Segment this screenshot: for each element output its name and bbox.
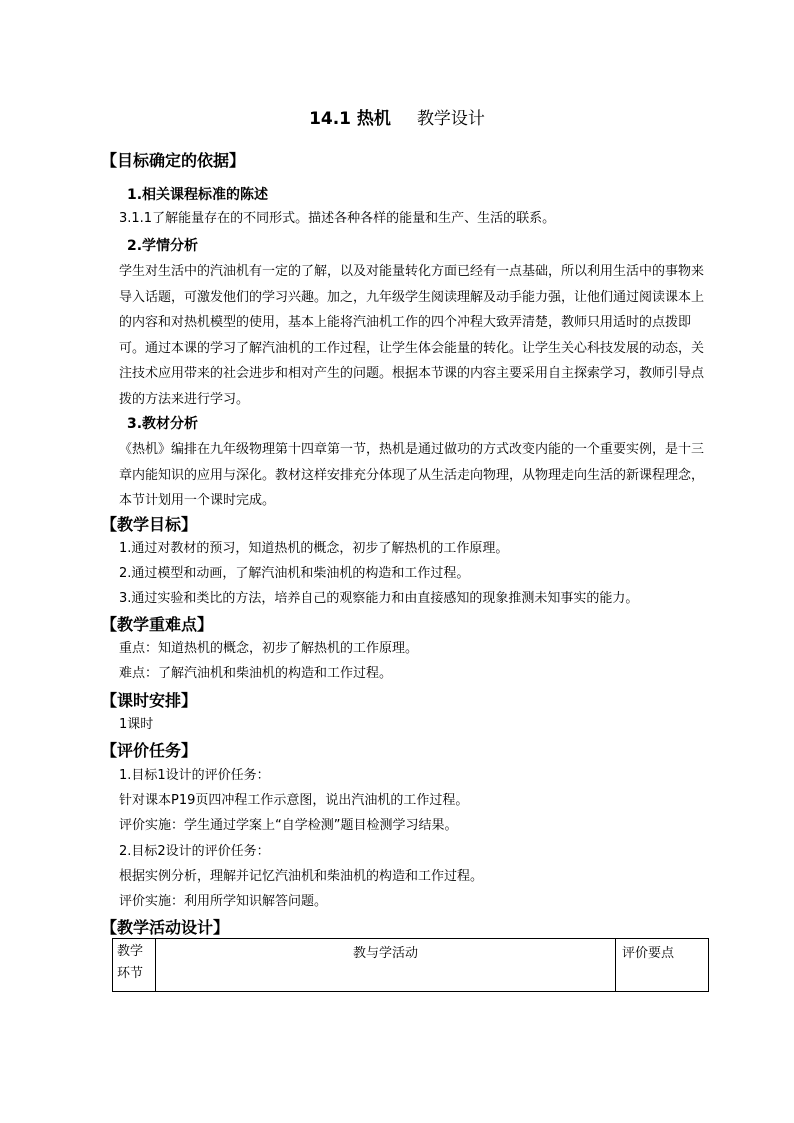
textbook-text: 《热机》编排在九年级物理第十四章第一节，热机是通过做功的方式改变内能的一个重要实例，是十三章内能知识的应用与深化。教材这样安排充分体现了从生活走向物理，从物理走向生活的新课程理念，本节计划用一个课时完成。: [119, 442, 705, 508]
evaluation-line: 2.目标2设计的评价任务：: [119, 844, 270, 859]
difficult-point: 难点：了解汽油机和柴油机的构造和工作过程。: [119, 666, 393, 681]
basis-heading: 【目标确定的依据】: [101, 151, 246, 170]
students-subheading: 2.学情分析: [127, 238, 199, 254]
schedule-text: 1课时: [119, 717, 154, 732]
evaluation-heading: 【评价任务】: [101, 741, 198, 760]
activity-table: [112, 938, 709, 992]
evaluation-line: 针对课本P19页四冲程工作示意图，说出汽油机的工作过程。: [119, 793, 469, 808]
students-text: 学生对生活中的汽油机有一定的了解，以及对能量转化方面已经有一点基础，所以利用生活中的事物来导入话题，可激发他们的学习兴趣。加之，九年级学生阅读理解及动手能力强，让他们通过阅读课本上的内容和对热机模型的使用，基本上能将汽油机工作的四个冲程大致弄清楚，教师只用适时的点拨即可。通过本课的学习了解汽油机的工作过程，让学生体会能量的转化。让学生关心科技发展的动态，关注技术应用带来的社会进步和相对产生的问题。根据本节课的内容主要采用自主探索学习，教师引导点拨的方法来进行学习。: [119, 264, 705, 407]
table-header-stage: 教学环节: [113, 939, 156, 992]
standard-subheading: 1.相关课程标准的陈述: [127, 187, 269, 203]
textbook-paragraph: [119, 437, 709, 514]
textbook-subheading: 3.教材分析: [127, 416, 199, 432]
table-header-evaluation: 评价要点: [616, 939, 709, 992]
standard-text: 3.1.1了解能量存在的不同形式。描述各种各样的能量和生产、生活的联系。: [119, 211, 556, 226]
table-row: [113, 939, 709, 992]
evaluation-line: 评价实施：利用所学知识解答问题。: [119, 894, 328, 909]
title-main: 14.1 热机: [309, 109, 391, 129]
goal-item: 3.通过实验和类比的方法，培养自己的观察能力和由直接感知的现象推测未知事实的能力。: [119, 591, 639, 606]
activity-heading: 【教学活动设计】: [101, 918, 230, 937]
table-header-activity: 教与学活动: [156, 939, 616, 992]
evaluation-line: 评价实施：学生通过学案上“自学检测”题目检测学习结果。: [119, 818, 458, 833]
title-sub: 教学设计: [416, 109, 485, 129]
keypoints-heading: 【教学重难点】: [101, 615, 214, 634]
document-title: [0, 104, 794, 129]
key-point: 重点：知道热机的概念，初步了解热机的工作原理。: [119, 641, 419, 656]
evaluation-line: 根据实例分析，理解并记忆汽油机和柴油机的构造和工作过程。: [119, 869, 484, 884]
evaluation-line: 1.目标1设计的评价任务：: [119, 768, 270, 783]
goal-item: 2.通过模型和动画，了解汽油机和柴油机的构造和工作过程。: [119, 566, 470, 581]
goals-heading: 【教学目标】: [101, 515, 198, 534]
schedule-heading: 【课时安排】: [101, 691, 198, 710]
students-paragraph: [119, 259, 709, 412]
goal-item: 1.通过对教材的预习，知道热机的概念，初步了解热机的工作原理。: [119, 541, 509, 556]
